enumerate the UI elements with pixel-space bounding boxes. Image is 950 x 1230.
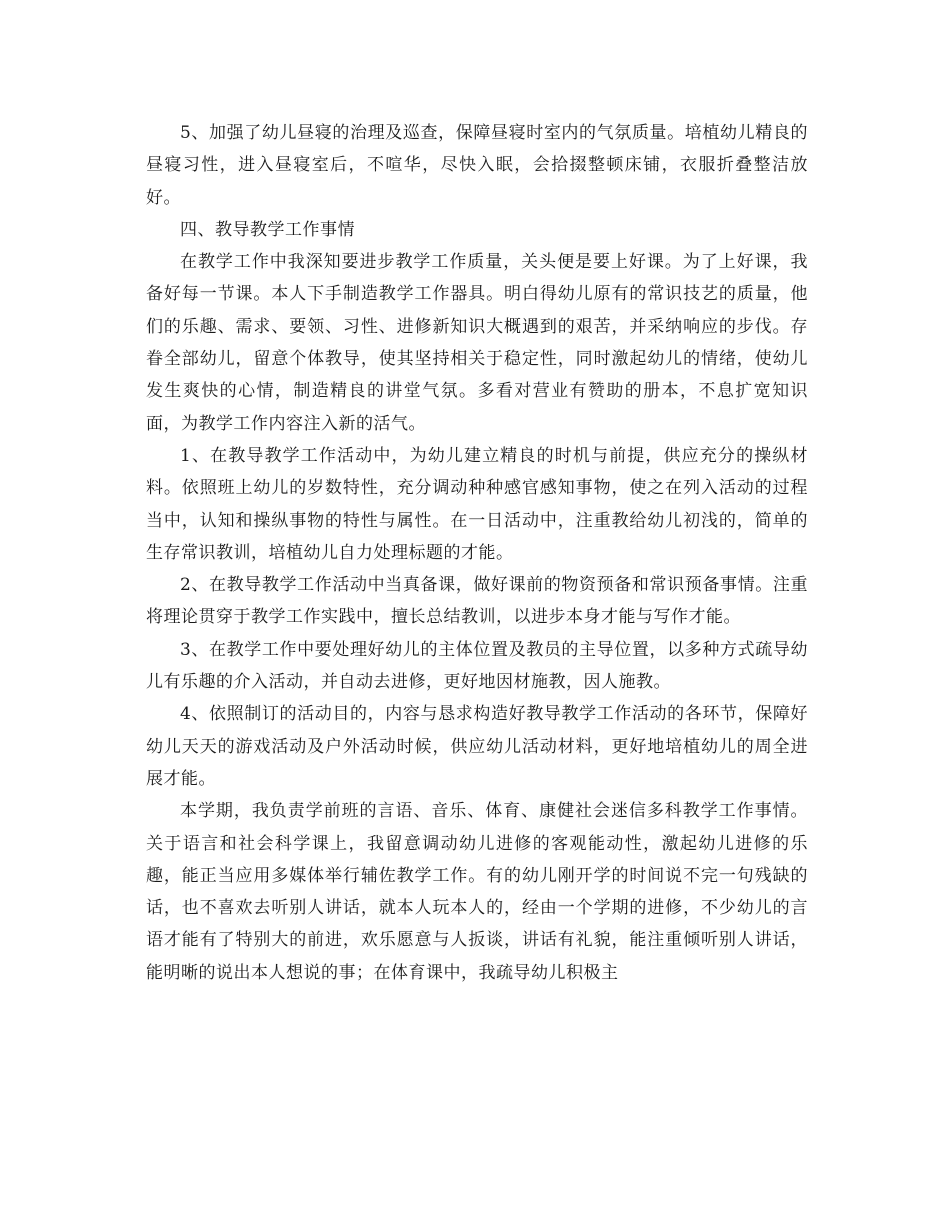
paragraph-nap-management: 5、加强了幼儿昼寝的治理及巡查，保障昼寝时室内的气氛质量。培植幼儿精良的昼寝习性，进入昼寝室后，不喧华，尽快入眠，会拾掇整顿床铺，衣服折叠整洁放好。 [146, 123, 808, 208]
paragraph-semester-summary: 本学期，我负责学前班的言语、音乐、体育、康健社会迷信多科教学工作事情。关于语言和社会科学课上，我留意调动幼儿进修的客观能动性，激起幼儿进修的乐趣，能正当应用多媒体举行辅佐教学工作。有的幼儿刚开学的时间说不完一句残缺的话，也不喜欢去听别人讲话，就本人玩本人的，经由一个学期的进修，不少幼儿的言语才能有了特别大的前进，欢乐愿意与人扳谈，讲话有礼貌，能注重倾听别人讲话，能明晰的说出本人想说的事；在体育课中，我疏导幼儿积极主 [146, 801, 808, 983]
paragraph-item-4: 4、依照制订的活动目的，内容与恳求构造好教导教学工作活动的各环节，保障好幼儿天天的游戏活动及户外活动时候，供应幼儿活动材料，更好地培植幼儿的周全进展才能。 [146, 704, 808, 789]
paragraph-item-1: 1、在教导教学工作活动中，为幼儿建立精良的时机与前提，供应充分的操纵材料。依照班上幼儿的岁数特性，充分调动种种感官感知事物，使之在列入活动的过程当中，认知和操纵事物的特性与属性。在一日活动中，注重教给幼儿初浅的，简单的生存常识教训，培植幼儿自力处理标题的才能。 [146, 445, 808, 563]
paragraph-item-3: 3、在教学工作中要处理好幼儿的主体位置及教员的主导位置，以多种方式疏导幼儿有乐趣的介入活动，并自动去进修，更好地因材施教，因人施教。 [146, 639, 808, 693]
document-body [146, 117, 808, 989]
paragraph-item-2: 2、在教导教学工作活动中当真备课，做好课前的物资预备和常识预备事情。注重将理论贯穿于教学工作实践中，擅长总结教训，以进步本身才能与写作才能。 [146, 575, 808, 628]
section-heading-teaching: 四、教导教学工作事情 [180, 219, 355, 240]
paragraph-teaching-quality: 在教学工作中我深知要进步教学工作质量，关头便是要上好课。为了上好课，我备好每一节课。本人下手制造教学工作器具。明白得幼儿原有的常识技艺的质量，他们的乐趣、需求、要领、习性、进修新知识大概遇到的艰苦，并采纳响应的步伐。存眷全部幼儿，留意个体教导，使其坚持相关于稳定性，同时激起幼儿的情绪，使幼儿发生爽快的心情，制造精良的讲堂气氛。多看对营业有赞助的册本，不息扩宽知识面，为教学工作内容注入新的活气。 [146, 252, 808, 434]
